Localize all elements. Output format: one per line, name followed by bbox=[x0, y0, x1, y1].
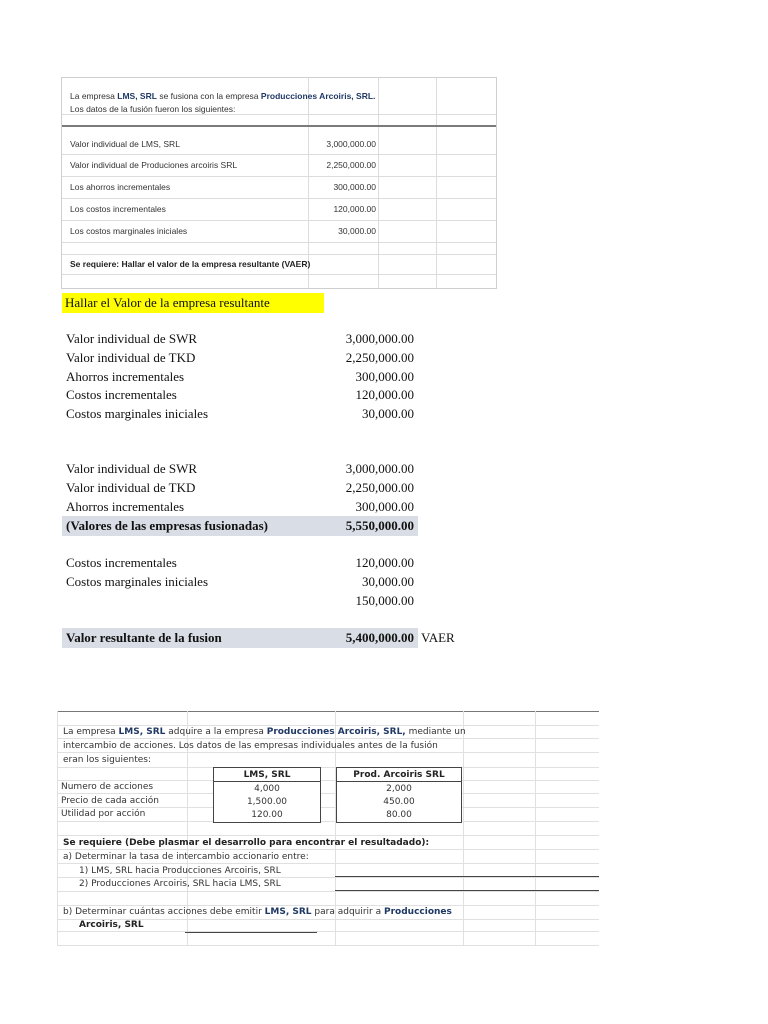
calc-label: Ahorros incrementales bbox=[66, 369, 185, 384]
result-value: 5,400,000.00 bbox=[345, 630, 414, 645]
intro-text: se fusiona con la empresa bbox=[159, 91, 259, 101]
merged-total-label: (Valores de las empresas fusionadas) bbox=[66, 518, 269, 533]
calc-value: 2,250,000.00 bbox=[345, 480, 414, 495]
grid-line bbox=[57, 835, 599, 836]
grid-line bbox=[535, 711, 536, 946]
lms-shares: 4,000 bbox=[254, 784, 280, 794]
question-text: para adquirir a bbox=[314, 907, 382, 917]
calc-label: Valor individual de SWR bbox=[66, 461, 198, 476]
grid-line bbox=[62, 198, 496, 199]
calc-row bbox=[62, 554, 418, 572]
answer-line bbox=[185, 932, 317, 933]
row-label: Los costos marginales iniciales bbox=[70, 226, 188, 236]
calc-label: Costos marginales iniciales bbox=[66, 406, 209, 421]
calc-label: Costos marginales iniciales bbox=[66, 574, 209, 589]
calc-label: Costos incrementales bbox=[66, 387, 177, 402]
calc-value: 3,000,000.00 bbox=[345, 331, 414, 346]
company-name: LMS, SRL bbox=[118, 727, 166, 737]
merged-total-row bbox=[62, 516, 418, 536]
row-label: Los ahorros incrementales bbox=[70, 182, 171, 192]
row-label: Los costos incrementales bbox=[70, 204, 166, 214]
calc-value: 120,000.00 bbox=[355, 555, 414, 570]
solution-heading: Hallar el Valor de la empresa resultante bbox=[62, 293, 324, 313]
lms-eps: 120.00 bbox=[251, 810, 283, 820]
company-name: Producciones Arcoiris, SRL, bbox=[266, 727, 406, 737]
calc-value: 30,000.00 bbox=[362, 406, 414, 421]
requirement-text: Se requiere (Debe plasmar el desarrollo para encontrar el resultadado): bbox=[63, 838, 430, 848]
vaer-tag: VAER bbox=[421, 630, 455, 645]
grid-line bbox=[436, 78, 437, 288]
company-name: LMS, SRL bbox=[264, 907, 312, 917]
prod-arcoiris-data-box bbox=[336, 767, 462, 823]
row-value: 2,250,000.00 bbox=[326, 160, 376, 170]
grid-line bbox=[62, 254, 496, 255]
grid-line bbox=[378, 78, 379, 288]
calc-row bbox=[62, 479, 418, 497]
grid-line bbox=[62, 154, 496, 155]
grid-line bbox=[57, 821, 599, 822]
calc-value: 3,000,000.00 bbox=[345, 461, 414, 476]
calc-value: 30,000.00 bbox=[362, 574, 414, 589]
calc-row bbox=[62, 349, 418, 367]
company-name: Producciones Arcoiris, SRL. bbox=[260, 91, 376, 101]
calc-row bbox=[62, 368, 418, 386]
lms-header: LMS, SRL bbox=[243, 770, 291, 780]
calc-label: Valor individual de TKD bbox=[66, 480, 196, 495]
calc-value: 300,000.00 bbox=[355, 499, 414, 514]
prod-price: 450.00 bbox=[383, 797, 415, 807]
row-value: 30,000.00 bbox=[338, 226, 376, 236]
company-name: Producciones bbox=[384, 907, 452, 917]
lms-data-box bbox=[213, 767, 321, 823]
question-a: a) Determinar la tasa de intercambio accionario entre: bbox=[63, 852, 309, 862]
question-b-line-1 bbox=[63, 906, 452, 919]
row-label: Utilidad por acción bbox=[61, 809, 146, 819]
intro-text: mediante un bbox=[408, 727, 466, 737]
row-value: 300,000.00 bbox=[333, 182, 376, 192]
grid-line bbox=[57, 891, 599, 892]
grid-line bbox=[62, 220, 496, 221]
grid-line bbox=[62, 176, 496, 177]
calc-row bbox=[62, 330, 418, 348]
header-rule bbox=[214, 781, 320, 782]
requirement-text: Se requiere: Hallar el valor de la empresa resultante (VAER) bbox=[70, 259, 311, 269]
prod-header: Prod. Arcoiris SRL bbox=[353, 770, 445, 780]
question-a1: 1) LMS, SRL hacia Producciones Arcoiris, SRL bbox=[79, 866, 281, 876]
calc-row bbox=[62, 573, 418, 591]
grid-line bbox=[57, 945, 599, 946]
intro-line-1 bbox=[63, 726, 466, 739]
intro-line-1 bbox=[70, 91, 375, 101]
result-label: Valor resultante de la fusion bbox=[66, 630, 222, 645]
acquisition-data-sheet bbox=[57, 711, 599, 946]
row-value: 120,000.00 bbox=[333, 204, 376, 214]
grid-line bbox=[463, 711, 464, 946]
intro-line-3: eran los siguientes: bbox=[63, 755, 152, 765]
costs-subtotal: 150,000.00 bbox=[355, 593, 414, 608]
intro-line-2: Los datos de la fusión fueron los siguientes: bbox=[70, 104, 236, 114]
intro-text: adquire a la empresa bbox=[168, 727, 264, 737]
intro-line-2: intercambio de acciones. Los datos de las empresas individuales antes de la fusión bbox=[63, 741, 438, 751]
calc-value: 2,250,000.00 bbox=[345, 350, 414, 365]
sheet-divider bbox=[62, 125, 496, 127]
calc-row bbox=[62, 592, 418, 610]
prod-shares: 2,000 bbox=[386, 784, 412, 794]
answer-line bbox=[335, 876, 599, 877]
intro-text: La empresa bbox=[70, 91, 115, 101]
row-label: Numero de acciones bbox=[61, 782, 154, 792]
question-text: b) Determinar cuántas acciones debe emitir bbox=[63, 907, 262, 917]
lms-price: 1,500.00 bbox=[246, 797, 288, 807]
result-row bbox=[62, 628, 418, 648]
row-label: Valor individual de LMS, SRL bbox=[70, 139, 180, 149]
calc-row bbox=[62, 405, 418, 423]
calc-value: 120,000.00 bbox=[355, 387, 414, 402]
calc-label: Ahorros incrementales bbox=[66, 499, 185, 514]
calc-label: Costos incrementales bbox=[66, 555, 177, 570]
calc-row bbox=[62, 460, 418, 478]
merged-total-value: 5,550,000.00 bbox=[345, 518, 414, 533]
sheet-top-border bbox=[57, 711, 599, 712]
row-label: Valor individual de Produciones arcoiris SRL bbox=[70, 160, 238, 170]
intro-text: La empresa bbox=[63, 727, 116, 737]
calc-label: Valor individual de SWR bbox=[66, 331, 198, 346]
company-name: LMS, SRL bbox=[117, 91, 157, 101]
calc-row bbox=[62, 498, 418, 516]
answer-line bbox=[335, 890, 599, 891]
prod-eps: 80.00 bbox=[386, 810, 412, 820]
grid-line bbox=[308, 78, 309, 288]
question-a2: 2) Producciones Arcoiris, SRL hacia LMS, SRL bbox=[79, 879, 281, 889]
calc-row bbox=[62, 386, 418, 404]
grid-line bbox=[62, 242, 496, 243]
grid-line bbox=[57, 711, 58, 946]
grid-line bbox=[62, 274, 496, 275]
calc-value: 300,000.00 bbox=[355, 369, 414, 384]
header-rule bbox=[337, 781, 461, 782]
merger-data-sheet bbox=[61, 77, 497, 289]
row-label: Precio de cada acción bbox=[61, 796, 159, 806]
calc-label: Valor individual de TKD bbox=[66, 350, 196, 365]
question-b-line-2: Arcoiris, SRL bbox=[79, 920, 144, 930]
grid-line bbox=[57, 767, 599, 768]
row-value: 3,000,000.00 bbox=[326, 139, 376, 149]
grid-line bbox=[62, 114, 496, 115]
